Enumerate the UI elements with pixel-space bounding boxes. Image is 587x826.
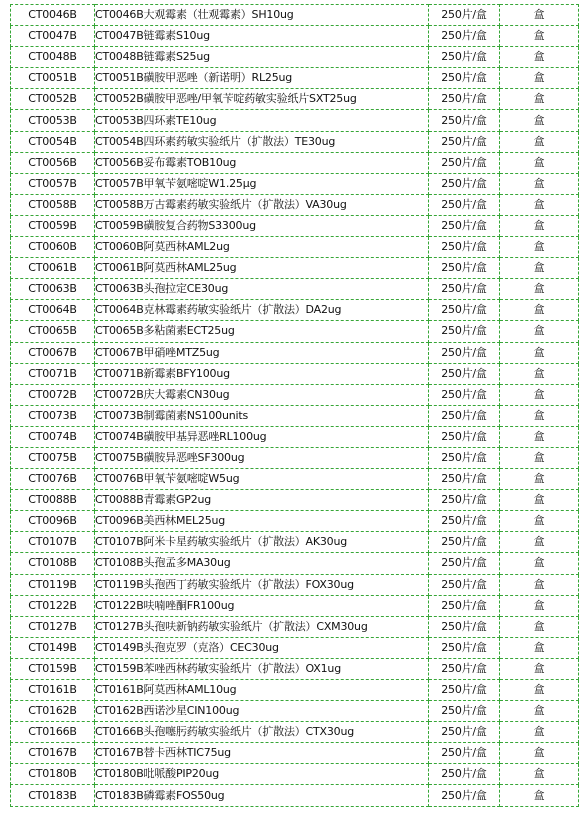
table-row [11,511,579,532]
unit-cell: 盒 [500,26,579,47]
product-code-cell: CT0048B [11,47,95,68]
product-code-cell: CT0161B [11,680,95,701]
table-row [11,701,579,722]
package-spec-cell: 250片/盒 [429,469,500,490]
table-row [11,215,579,236]
table-row [11,426,579,447]
product-code-cell: CT0127B [11,616,95,637]
table-row [11,616,579,637]
product-name-cell: CT0076B甲氧苄氨嘧啶W5ug [95,469,429,490]
product-code-cell: CT0065B [11,321,95,342]
table-row [11,321,579,342]
unit-cell: 盒 [500,215,579,236]
package-spec-cell: 250片/盒 [429,616,500,637]
table-row [11,363,579,384]
package-spec-cell: 250片/盒 [429,300,500,321]
product-code-cell: CT0067B [11,342,95,363]
unit-cell: 盒 [500,152,579,173]
unit-cell: 盒 [500,321,579,342]
product-name-cell: CT0180B吡哌酸PIP20ug [95,764,429,785]
product-code-cell: CT0061B [11,258,95,279]
product-code-cell: CT0057B [11,173,95,194]
unit-cell: 盒 [500,722,579,743]
product-name-cell: CT0046B大观霉素（壮观霉素）SH10ug [95,5,429,26]
product-code-cell: CT0167B [11,743,95,764]
package-spec-cell: 250片/盒 [429,680,500,701]
table-row [11,637,579,658]
product-code-cell: CT0088B [11,490,95,511]
product-code-cell: CT0180B [11,764,95,785]
product-name-cell: CT0149B头孢克罗（克洛）CEC30ug [95,637,429,658]
unit-cell: 盒 [500,616,579,637]
table-row [11,764,579,785]
package-spec-cell: 250片/盒 [429,764,500,785]
product-code-cell: CT0046B [11,5,95,26]
unit-cell: 盒 [500,5,579,26]
package-spec-cell: 250片/盒 [429,384,500,405]
product-name-cell: CT0061B阿莫西林AML25ug [95,258,429,279]
unit-cell: 盒 [500,595,579,616]
product-name-cell: CT0063B头孢拉定CE30ug [95,279,429,300]
package-spec-cell: 250片/盒 [429,743,500,764]
unit-cell: 盒 [500,764,579,785]
package-spec-cell: 250片/盒 [429,447,500,468]
table-row [11,680,579,701]
product-table-container [10,4,576,807]
package-spec-cell: 250片/盒 [429,321,500,342]
product-code-cell: CT0159B [11,658,95,679]
product-code-cell: CT0072B [11,384,95,405]
product-name-cell: CT0065B多粘菌素ECT25ug [95,321,429,342]
package-spec-cell: 250片/盒 [429,722,500,743]
product-code-cell: CT0074B [11,426,95,447]
product-code-cell: CT0073B [11,405,95,426]
product-code-cell: CT0047B [11,26,95,47]
unit-cell: 盒 [500,47,579,68]
table-row [11,785,579,806]
product-name-cell: CT0074B磺胺甲基异恶唑RL100ug [95,426,429,447]
package-spec-cell: 250片/盒 [429,89,500,110]
package-spec-cell: 250片/盒 [429,658,500,679]
product-table [10,4,579,807]
product-code-cell: CT0060B [11,237,95,258]
unit-cell: 盒 [500,532,579,553]
table-row [11,131,579,152]
product-name-cell: CT0108B头孢孟多MA30ug [95,553,429,574]
table-row [11,26,579,47]
product-code-cell: CT0075B [11,447,95,468]
product-code-cell: CT0166B [11,722,95,743]
package-spec-cell: 250片/盒 [429,215,500,236]
product-code-cell: CT0076B [11,469,95,490]
package-spec-cell: 250片/盒 [429,363,500,384]
product-name-cell: CT0064B克林霉素药敏实验纸片（扩散法）DA2ug [95,300,429,321]
unit-cell: 盒 [500,426,579,447]
table-row [11,5,579,26]
unit-cell: 盒 [500,131,579,152]
package-spec-cell: 250片/盒 [429,194,500,215]
table-row [11,658,579,679]
table-row [11,173,579,194]
package-spec-cell: 250片/盒 [429,110,500,131]
unit-cell: 盒 [500,258,579,279]
table-row [11,89,579,110]
table-row [11,152,579,173]
product-code-cell: CT0059B [11,215,95,236]
package-spec-cell: 250片/盒 [429,426,500,447]
product-name-cell: CT0060B阿莫西林AML2ug [95,237,429,258]
product-code-cell: CT0058B [11,194,95,215]
package-spec-cell: 250片/盒 [429,342,500,363]
table-row [11,68,579,89]
unit-cell: 盒 [500,173,579,194]
table-row [11,279,579,300]
table-row [11,490,579,511]
product-name-cell: CT0057B甲氧苄氨嘧啶W1.25μg [95,173,429,194]
product-name-cell: CT0075B磺胺异恶唑SF300ug [95,447,429,468]
package-spec-cell: 250片/盒 [429,785,500,806]
product-code-cell: CT0056B [11,152,95,173]
unit-cell: 盒 [500,511,579,532]
unit-cell: 盒 [500,194,579,215]
package-spec-cell: 250片/盒 [429,258,500,279]
product-name-cell: CT0127B头孢呋新钠药敏实验纸片（扩散法）CXM30ug [95,616,429,637]
product-name-cell: CT0058B万古霉素药敏实验纸片（扩散法）VA30ug [95,194,429,215]
product-name-cell: CT0162B西诺沙星CIN100ug [95,701,429,722]
unit-cell: 盒 [500,637,579,658]
table-row [11,722,579,743]
table-row [11,384,579,405]
product-name-cell: CT0161B阿莫西林AML10ug [95,680,429,701]
product-code-cell: CT0052B [11,89,95,110]
product-name-cell: CT0107B阿米卡星药敏实验纸片（扩散法）AK30ug [95,532,429,553]
unit-cell: 盒 [500,447,579,468]
unit-cell: 盒 [500,785,579,806]
table-row [11,405,579,426]
package-spec-cell: 250片/盒 [429,574,500,595]
product-code-cell: CT0108B [11,553,95,574]
table-row [11,574,579,595]
product-name-cell: CT0072B庆大霉素CN30ug [95,384,429,405]
table-row [11,258,579,279]
product-code-cell: CT0063B [11,279,95,300]
product-name-cell: CT0088B青霉素GP2ug [95,490,429,511]
product-code-cell: CT0071B [11,363,95,384]
product-code-cell: CT0054B [11,131,95,152]
table-row [11,300,579,321]
product-name-cell: CT0059B磺胺复合药物S3300ug [95,215,429,236]
unit-cell: 盒 [500,405,579,426]
unit-cell: 盒 [500,658,579,679]
table-row [11,469,579,490]
product-name-cell: CT0183B磷霉素FOS50ug [95,785,429,806]
package-spec-cell: 250片/盒 [429,511,500,532]
product-name-cell: CT0071B新霉素BFY100ug [95,363,429,384]
table-row [11,110,579,131]
package-spec-cell: 250片/盒 [429,152,500,173]
product-name-cell: CT0166B头孢噻肟药敏实验纸片（扩散法）CTX30ug [95,722,429,743]
product-name-cell: CT0122B呋喃唑酮FR100ug [95,595,429,616]
product-name-cell: CT0096B美西林MEL25ug [95,511,429,532]
unit-cell: 盒 [500,342,579,363]
package-spec-cell: 250片/盒 [429,47,500,68]
product-name-cell: CT0047B链霉素S10ug [95,26,429,47]
package-spec-cell: 250片/盒 [429,532,500,553]
unit-cell: 盒 [500,300,579,321]
product-code-cell: CT0053B [11,110,95,131]
product-name-cell: CT0052B磺胺甲恶唑/甲氧苄啶药敏实验纸片SXT25ug [95,89,429,110]
product-code-cell: CT0122B [11,595,95,616]
unit-cell: 盒 [500,743,579,764]
package-spec-cell: 250片/盒 [429,637,500,658]
unit-cell: 盒 [500,574,579,595]
product-name-cell: CT0053B四环素TE10ug [95,110,429,131]
package-spec-cell: 250片/盒 [429,490,500,511]
product-name-cell: CT0159B苯唑西林药敏实验纸片（扩散法）OX1ug [95,658,429,679]
product-code-cell: CT0149B [11,637,95,658]
table-row [11,237,579,258]
package-spec-cell: 250片/盒 [429,173,500,194]
table-row [11,194,579,215]
product-code-cell: CT0107B [11,532,95,553]
package-spec-cell: 250片/盒 [429,68,500,89]
product-table-body [11,5,579,807]
unit-cell: 盒 [500,490,579,511]
product-code-cell: CT0096B [11,511,95,532]
package-spec-cell: 250片/盒 [429,279,500,300]
unit-cell: 盒 [500,279,579,300]
unit-cell: 盒 [500,89,579,110]
unit-cell: 盒 [500,384,579,405]
product-code-cell: CT0119B [11,574,95,595]
product-code-cell: CT0183B [11,785,95,806]
package-spec-cell: 250片/盒 [429,595,500,616]
unit-cell: 盒 [500,701,579,722]
unit-cell: 盒 [500,680,579,701]
product-name-cell: CT0056B妥布霉素TOB10ug [95,152,429,173]
table-row [11,342,579,363]
product-name-cell: CT0054B四环素药敏实验纸片（扩散法）TE30ug [95,131,429,152]
unit-cell: 盒 [500,469,579,490]
unit-cell: 盒 [500,110,579,131]
product-code-cell: CT0064B [11,300,95,321]
product-code-cell: CT0051B [11,68,95,89]
package-spec-cell: 250片/盒 [429,237,500,258]
package-spec-cell: 250片/盒 [429,26,500,47]
product-name-cell: CT0119B头孢西丁药敏实验纸片（扩散法）FOX30ug [95,574,429,595]
table-row [11,743,579,764]
package-spec-cell: 250片/盒 [429,131,500,152]
unit-cell: 盒 [500,553,579,574]
product-code-cell: CT0162B [11,701,95,722]
table-row [11,447,579,468]
unit-cell: 盒 [500,237,579,258]
package-spec-cell: 250片/盒 [429,553,500,574]
package-spec-cell: 250片/盒 [429,405,500,426]
product-name-cell: CT0167B替卡西林TIC75ug [95,743,429,764]
product-name-cell: CT0048B链霉素S25ug [95,47,429,68]
product-name-cell: CT0067B甲硝唑MTZ5ug [95,342,429,363]
product-name-cell: CT0073B制霉菌素NS100units [95,405,429,426]
package-spec-cell: 250片/盒 [429,5,500,26]
table-row [11,47,579,68]
table-row [11,553,579,574]
table-row [11,595,579,616]
product-name-cell: CT0051B磺胺甲恶唑（新诺明）RL25ug [95,68,429,89]
unit-cell: 盒 [500,363,579,384]
table-row [11,532,579,553]
unit-cell: 盒 [500,68,579,89]
package-spec-cell: 250片/盒 [429,701,500,722]
